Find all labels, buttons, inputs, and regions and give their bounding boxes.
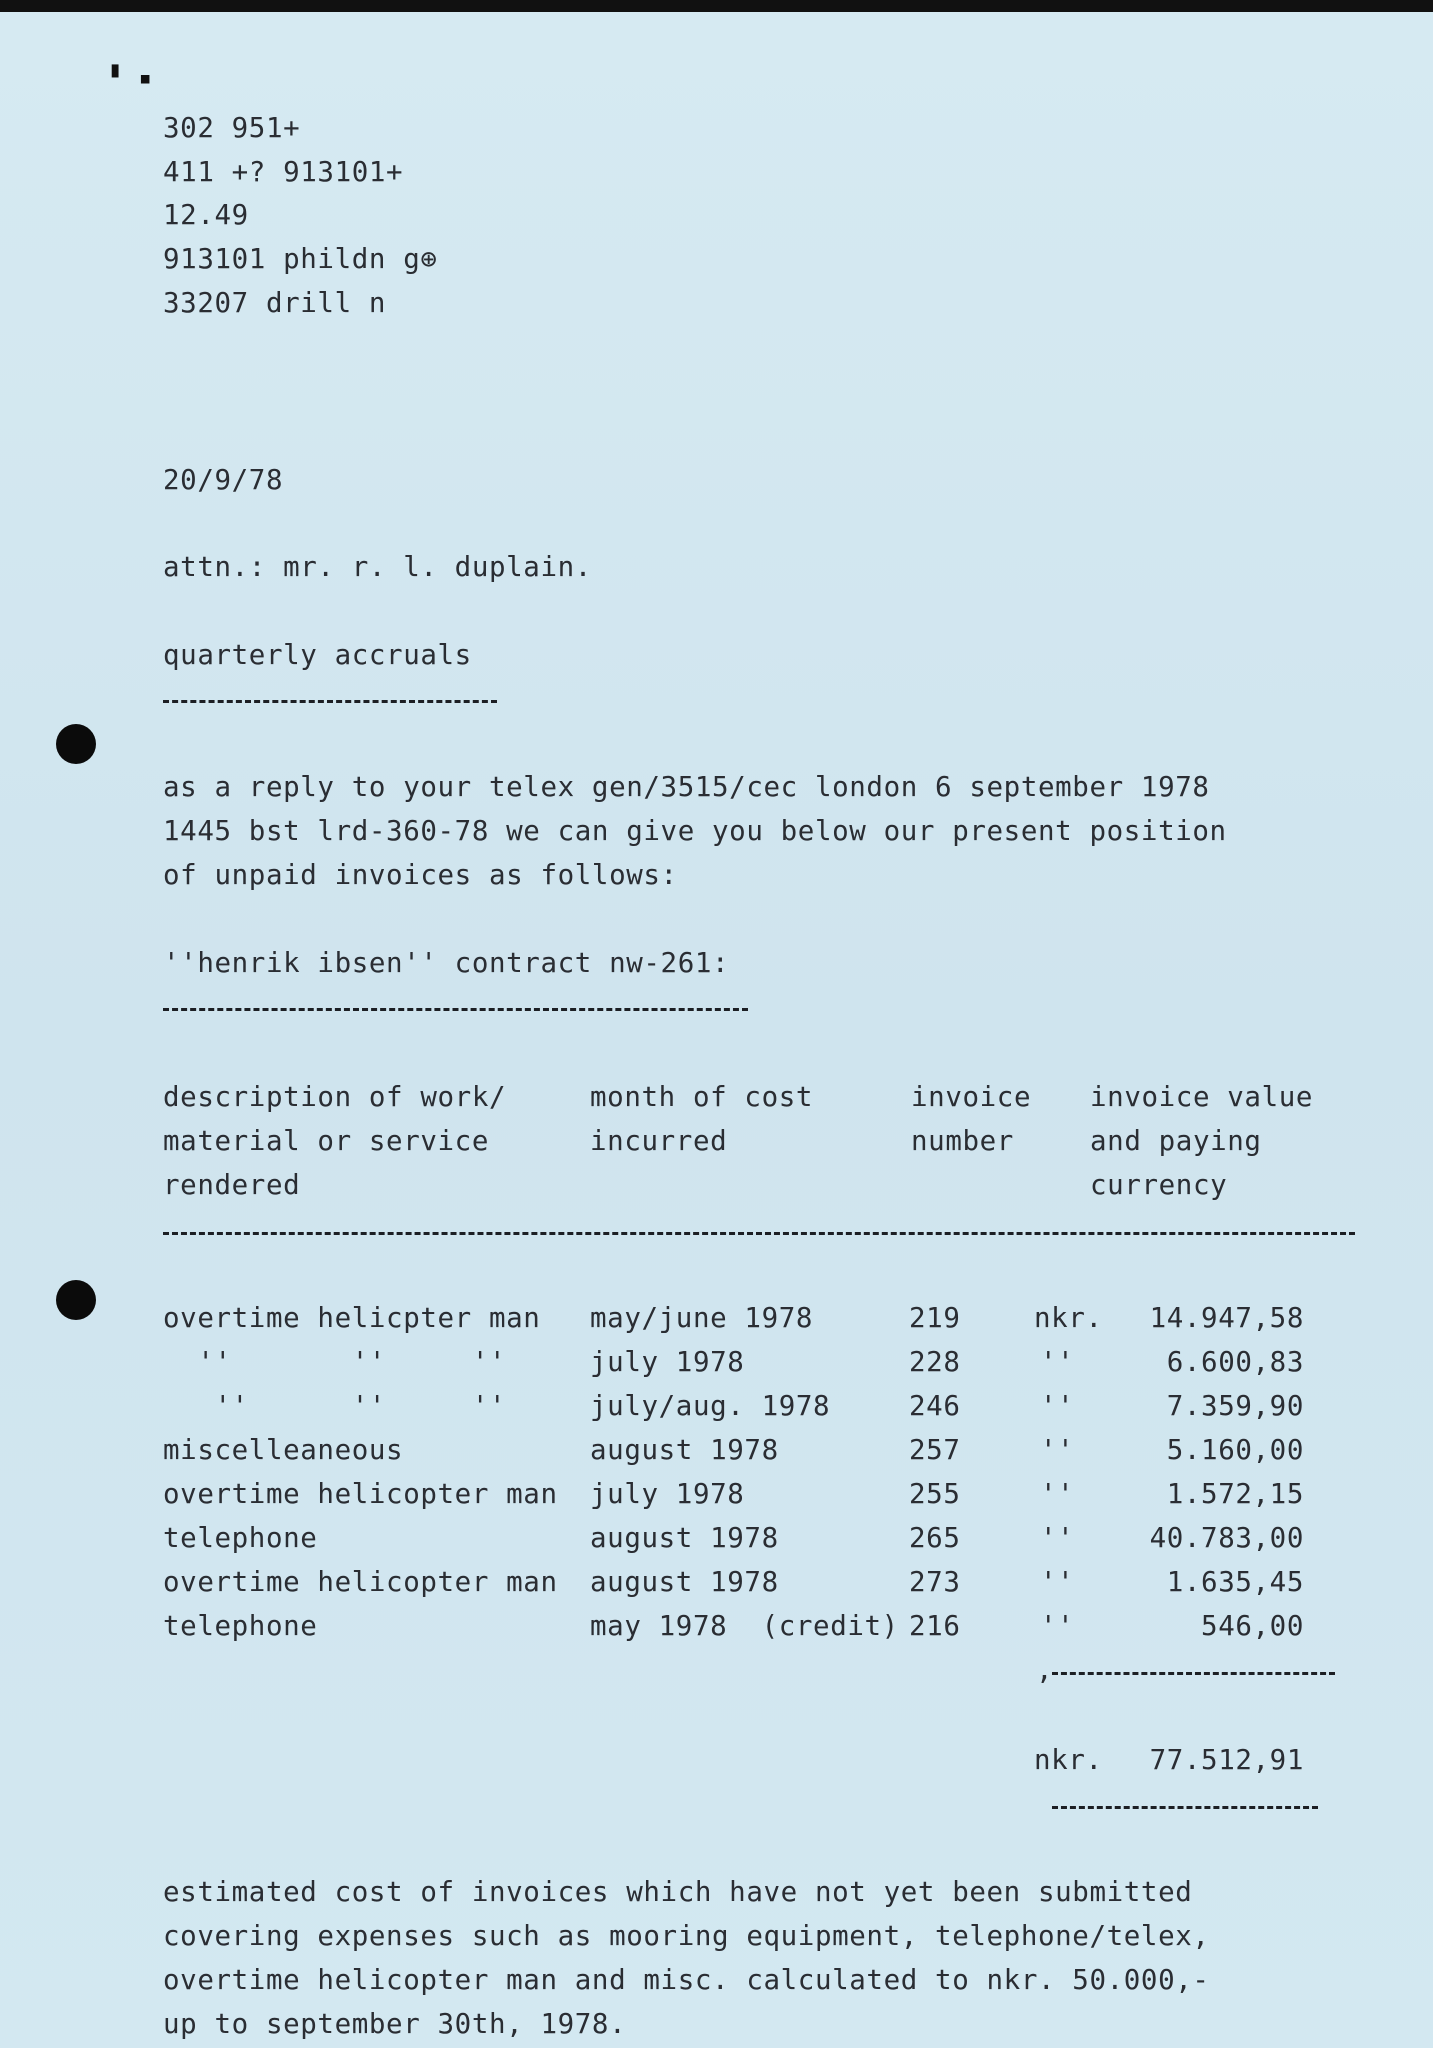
row-description: overtime helicopter man <box>163 1566 558 1598</box>
row-currency: '' <box>1040 1566 1075 1598</box>
row-description: '' '' '' <box>163 1390 507 1422</box>
row-month: august 1978 <box>590 1522 779 1554</box>
header-description: description of work/ <box>163 1081 507 1113</box>
row-value: 6.600,83 <box>1166 1346 1304 1378</box>
row-value: 1.572,15 <box>1166 1478 1304 1510</box>
row-currency: '' <box>1040 1478 1075 1510</box>
total-underline <box>1052 1806 1318 1809</box>
page-top-edge <box>0 0 1433 12</box>
intro-line: as a reply to your telex gen/3515/cec london 6 september 1978 <box>163 771 1210 803</box>
stray-mark-icon: ▘ ▪ <box>112 66 152 91</box>
header-code: 411 +? 913101+ <box>163 156 404 188</box>
subject-underline <box>163 700 497 703</box>
row-description: '' '' '' <box>163 1346 507 1378</box>
row-month: july 1978 <box>590 1346 745 1378</box>
row-invoice: 219 <box>909 1302 961 1334</box>
row-month: may/june 1978 <box>590 1302 814 1334</box>
row-currency: '' <box>1040 1610 1075 1642</box>
header-code: 33207 drill n <box>163 287 387 319</box>
document-date: 20/9/78 <box>163 464 284 496</box>
header-value: and paying <box>1090 1125 1262 1157</box>
row-month: august 1978 <box>590 1566 779 1598</box>
row-invoice: 273 <box>909 1566 961 1598</box>
row-value: 40.783,00 <box>1149 1522 1304 1554</box>
closing-line: covering expenses such as mooring equipment, telephone/telex, <box>163 1920 1210 1952</box>
total-value: 77.512,91 <box>1149 1744 1304 1776</box>
row-value: 7.359,90 <box>1166 1390 1304 1422</box>
row-invoice: 228 <box>909 1346 961 1378</box>
row-currency: '' <box>1040 1390 1075 1422</box>
row-currency: '' <box>1040 1522 1075 1554</box>
row-value: 14.947,58 <box>1149 1302 1304 1334</box>
contract-heading: ''henrik ibsen'' contract nw-261: <box>163 947 730 979</box>
row-currency: '' <box>1040 1434 1075 1466</box>
header-value: currency <box>1090 1169 1228 1201</box>
row-invoice: 246 <box>909 1390 961 1422</box>
header-month: month of cost <box>590 1081 814 1113</box>
total-currency: nkr. <box>1034 1744 1103 1776</box>
header-description: rendered <box>163 1169 301 1201</box>
row-currency: nkr. <box>1034 1302 1103 1334</box>
punch-hole-icon <box>56 1280 96 1320</box>
row-description: overtime helicpter man <box>163 1302 541 1334</box>
row-month: august 1978 <box>590 1434 779 1466</box>
table-header-rule <box>163 1232 1355 1235</box>
closing-line: overtime helicopter man and misc. calculated to nkr. 50.000,- <box>163 1964 1210 1996</box>
closing-line: up to september 30th, 1978. <box>163 2008 627 2040</box>
header-code: 302 951+ <box>163 112 301 144</box>
row-month: july/aug. 1978 <box>590 1390 831 1422</box>
row-invoice: 255 <box>909 1478 961 1510</box>
row-invoice: 257 <box>909 1434 961 1466</box>
header-value: invoice value <box>1090 1081 1314 1113</box>
sum-rule <box>1052 1672 1335 1675</box>
header-month: incurred <box>590 1125 728 1157</box>
header-invoice: invoice <box>911 1081 1032 1113</box>
intro-line: of unpaid invoices as follows: <box>163 859 678 891</box>
header-code: 913101 phildn g⊕ <box>163 243 438 275</box>
subject-line: quarterly accruals <box>163 639 472 671</box>
intro-line: 1445 bst lrd-360-78 we can give you below our present position <box>163 815 1227 847</box>
closing-line: estimated cost of invoices which have not yet been submitted <box>163 1876 1193 1908</box>
header-description: material or service <box>163 1125 489 1157</box>
row-description: overtime helicopter man <box>163 1478 558 1510</box>
row-value: 1.635,45 <box>1166 1566 1304 1598</box>
row-value: 5.160,00 <box>1166 1434 1304 1466</box>
row-invoice: 216 <box>909 1610 961 1642</box>
punch-hole-icon <box>56 724 96 764</box>
attention-line: attn.: mr. r. l. duplain. <box>163 551 592 583</box>
row-invoice: 265 <box>909 1522 961 1554</box>
row-currency: '' <box>1040 1346 1075 1378</box>
contract-underline <box>163 1008 748 1011</box>
sum-mark: , <box>1036 1654 1054 1686</box>
row-value: 546,00 <box>1201 1610 1304 1642</box>
row-description: miscelleaneous <box>163 1434 404 1466</box>
row-month: july 1978 <box>590 1478 745 1510</box>
row-month: may 1978 (credit) <box>590 1610 899 1642</box>
row-description: telephone <box>163 1522 318 1554</box>
header-invoice: number <box>911 1125 1014 1157</box>
row-description: telephone <box>163 1610 318 1642</box>
header-code: 12.49 <box>163 199 249 231</box>
